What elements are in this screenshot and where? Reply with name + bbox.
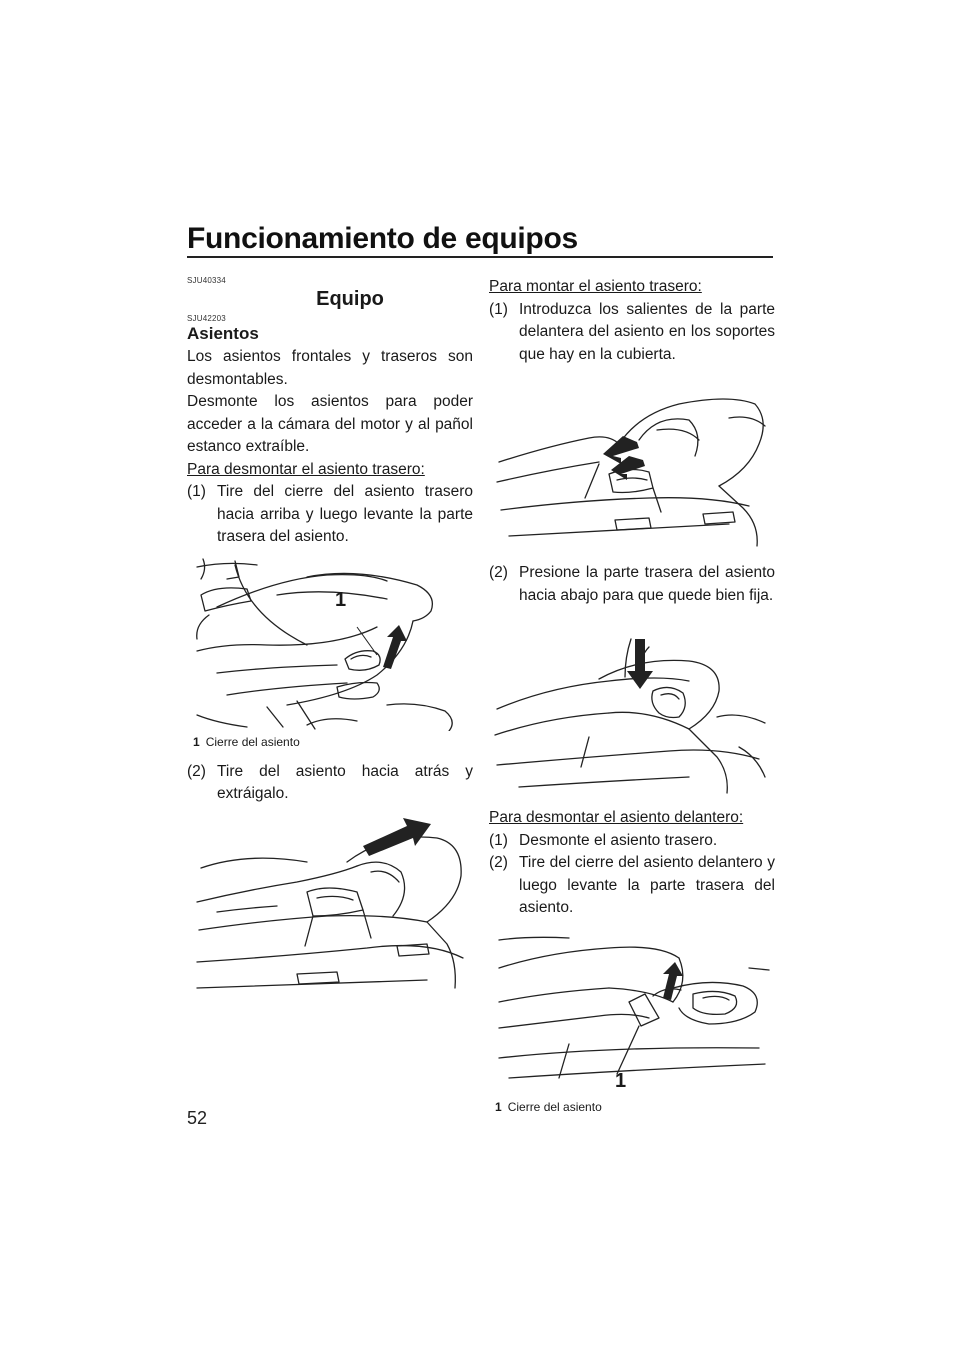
step — [489, 562, 775, 607]
caption-text: Cierre del asiento — [205, 734, 300, 749]
caption-number: 1 — [193, 734, 200, 749]
figure-seat-press — [489, 617, 775, 797]
step-text: Introduzca los salientes de la parte delantera del asiento en los soportes que hay en la cubierta. — [519, 300, 775, 363]
step-number: (2) — [489, 564, 508, 581]
step-text: Tire del asiento hacia atrás y extráigalo. — [217, 762, 473, 802]
callout-number: 1 — [335, 588, 347, 611]
step-text: Presione la parte trasera del asiento hacia abajo para que quede bien fija. — [519, 564, 775, 604]
seat-latch-illustration — [187, 555, 473, 731]
step — [489, 830, 775, 853]
step-text: Tire del cierre del asiento delantero y luego levante la parte trasera del asiento. — [519, 854, 775, 916]
page-number: 52 — [187, 1108, 208, 1128]
front-seat-latch-illustration — [489, 928, 775, 1096]
step-number: (1) — [489, 831, 508, 849]
caption-number: 1 — [495, 1099, 502, 1114]
right-column — [489, 276, 775, 1114]
figure-seat-latch — [187, 555, 473, 731]
caption-text: Cierre del asiento — [507, 1099, 602, 1114]
procedure-heading: Para desmontar el asiento delantero: — [489, 809, 744, 826]
reference-code: SJU40334 — [187, 276, 226, 285]
paragraph: Desmonte los asientos para poder acceder a la cámara del motor y al pañol estanco extraíble. — [187, 393, 473, 455]
seat-press-illustration — [489, 617, 775, 797]
section-title: Equipo — [316, 288, 384, 310]
procedure-heading: Para montar el asiento trasero: — [489, 278, 702, 295]
step-number: (1) — [187, 483, 206, 500]
page-header-title: Funcionamiento de equipos — [187, 222, 578, 255]
reference-code: SJU42203 — [187, 314, 226, 323]
step-text: Tire del cierre del asiento trasero hacia arriba y luego levante la parte trasera del asiento. — [217, 483, 473, 545]
step-number: (1) — [489, 300, 508, 318]
header-rule — [187, 256, 773, 258]
step-number: (2) — [489, 854, 508, 871]
callout-number: 1 — [615, 1069, 627, 1092]
seat-install-illustration — [489, 374, 775, 554]
paragraph: Los asientos frontales y traseros son desmontables. — [187, 348, 473, 388]
step — [489, 299, 775, 367]
step — [489, 852, 775, 920]
subsection-title: Asientos — [187, 324, 259, 343]
procedure-heading: Para desmontar el asiento trasero: — [187, 460, 425, 478]
left-column — [187, 276, 473, 1006]
step — [187, 761, 473, 806]
figure-seat-install — [489, 374, 775, 554]
figure-front-seat-latch — [489, 928, 775, 1096]
step-text: Desmonte el asiento trasero. — [519, 831, 718, 849]
figure-caption — [193, 735, 473, 749]
figure-caption — [495, 1100, 775, 1114]
step — [187, 481, 473, 549]
seat-pull-illustration — [187, 812, 473, 1002]
step-number: (2) — [187, 762, 206, 780]
figure-seat-pull — [187, 812, 473, 1002]
